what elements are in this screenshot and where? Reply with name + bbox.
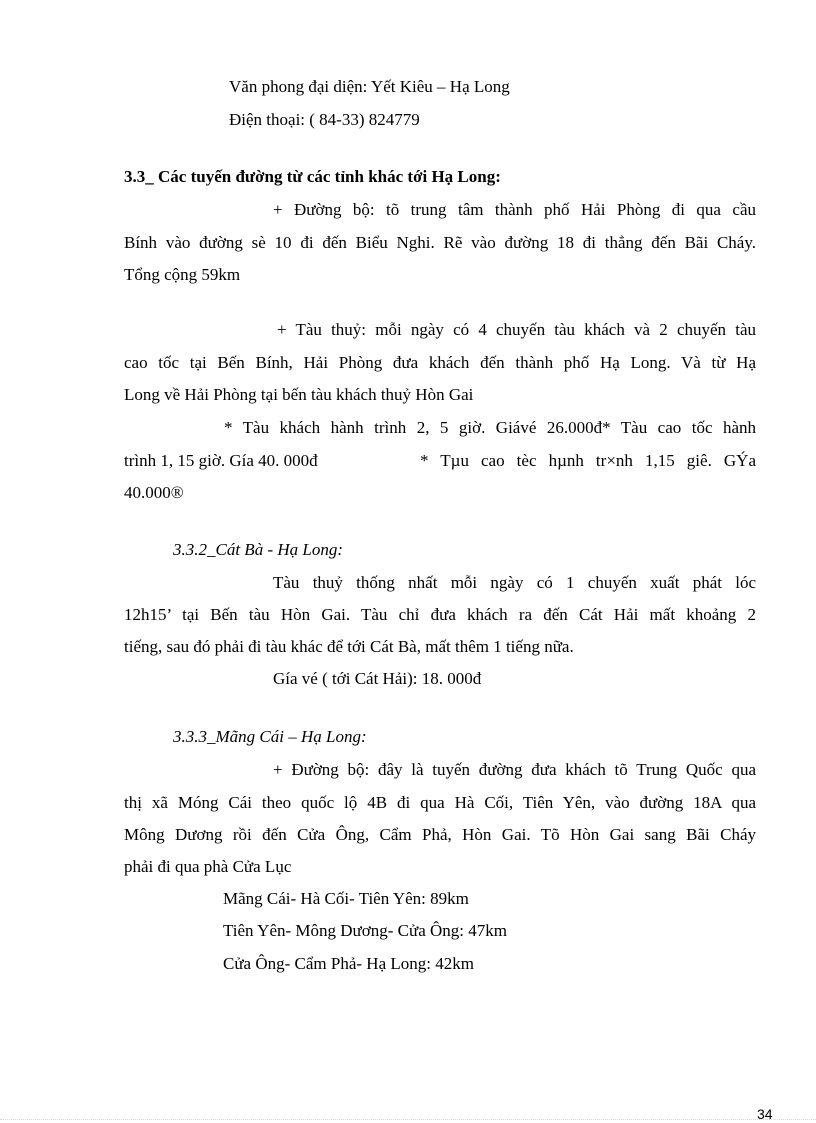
mong-cai-line-1: + Đường bộ: đây là tuyến đường đưa khách tõ Trung Quốc qua (273, 760, 756, 779)
boat-line-2: cao tốc tại Bến Bính, Hải Phòng đưa khách đến thành phố Hạ Long. Và từ Hạ (124, 353, 756, 372)
schedule-line-2-left: trình 1, 15 giờ. Gía 40. 000đ (124, 451, 318, 470)
mong-cai-line-3: Mông Dương rồi đến Cửa Ông, Cẩm Phả, Hòn Gai. Tõ Hòn Gai sang Bãi Cháy (124, 825, 756, 844)
schedule-line-2-right: * Tµu cao tèc hµnh tr×nh 1,15 giê. GÝa (420, 451, 756, 470)
mong-cai-line-2: thị xã Móng Cái theo quốc lộ 4B đi qua Hà Cối, Tiên Yên, vào đường 18A qua (124, 793, 756, 812)
page-number: 34 (757, 1106, 773, 1122)
schedule-line-1: * Tàu khách hành trình 2, 5 giờ. Giávé 26.000đ* Tàu cao tốc hành (224, 418, 756, 437)
road-line-1: + Đường bộ: tõ trung tâm thành phố Hải Phòng đi qua cầu (273, 200, 756, 219)
road-line-3: Tổng cộng 59km (124, 265, 241, 284)
section-3-3-heading: 3.3_ Các tuyến đường từ các tỉnh khác tới Hạ Long: (124, 167, 501, 186)
road-line-2: Bính vào đường sè 10 đi đến Biểu Nghi. Rẽ vào đường 18 đi thẳng đến Bãi Cháy. (124, 233, 756, 252)
section-3-3-3-heading: 3.3.3_Mãng Cái – Hạ Long: (173, 727, 367, 746)
distance-item: Mãng Cái- Hà Cối- Tiên Yên: 89km (223, 889, 469, 908)
cat-ba-line-2: 12h15’ tại Bến tàu Hòn Gai. Tàu chỉ đưa khách ra đến Cát Hải mất khoảng 2 (124, 605, 756, 624)
boat-line-1: + Tàu thuỷ: mỗi ngày có 4 chuyến tàu khách và 2 chuyến tàu (277, 320, 756, 339)
cat-ba-price: Gía vé ( tới Cát Hải): 18. 000đ (273, 669, 482, 688)
phone-line: Điện thoại: ( 84-33) 824779 (229, 110, 420, 129)
distance-item: Tiên Yên- Mông Dương- Cửa Ông: 47km (223, 921, 507, 940)
mong-cai-line-4: phải đi qua phà Cửa Lục (124, 857, 292, 876)
schedule-line-3: 40.000® (124, 483, 184, 502)
section-3-3-2-heading: 3.3.2_Cát Bà - Hạ Long: (173, 540, 343, 559)
rep-office-line: Văn phong đại diện: Yết Kiêu – Hạ Long (229, 77, 510, 96)
cat-ba-line-1: Tàu thuỷ thống nhất mỗi ngày có 1 chuyến xuất phát lóc (273, 573, 756, 592)
cat-ba-line-3: tiếng, sau đó phải đi tàu khác để tới Cát Bà, mất thêm 1 tiếng nữa. (124, 637, 574, 656)
page-bottom-divider (0, 1119, 816, 1120)
distance-item: Cửa Ông- Cẩm Phả- Hạ Long: 42km (223, 954, 474, 973)
boat-line-3: Long về Hải Phòng tại bến tàu khách thuỷ Hòn Gai (124, 385, 474, 404)
